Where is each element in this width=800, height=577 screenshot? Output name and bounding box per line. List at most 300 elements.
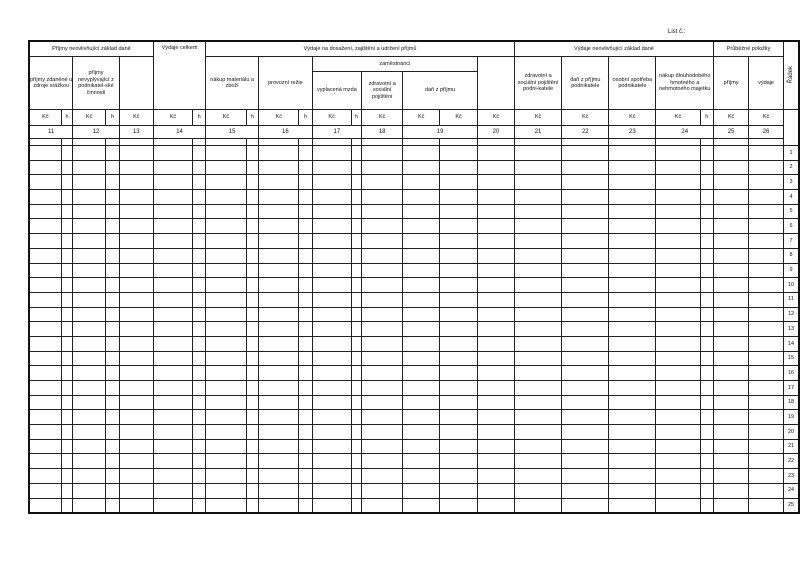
entry-cell[interactable] bbox=[312, 248, 351, 263]
entry-cell[interactable] bbox=[514, 248, 561, 263]
entry-cell[interactable] bbox=[206, 175, 246, 190]
entry-cell[interactable] bbox=[403, 175, 440, 190]
entry-cell[interactable] bbox=[700, 395, 714, 410]
entry-cell[interactable] bbox=[562, 234, 609, 249]
entry-cell[interactable] bbox=[609, 175, 656, 190]
entry-cell[interactable] bbox=[609, 190, 656, 205]
entry-cell[interactable] bbox=[440, 307, 478, 322]
entry-cell[interactable] bbox=[206, 219, 246, 234]
entry-cell[interactable] bbox=[656, 322, 700, 337]
entry-cell[interactable] bbox=[477, 190, 514, 205]
entry-cell[interactable] bbox=[562, 366, 609, 381]
entry-cell[interactable] bbox=[119, 483, 153, 498]
entry-cell[interactable] bbox=[440, 498, 478, 513]
entry-cell[interactable] bbox=[440, 160, 478, 175]
entry-cell[interactable] bbox=[749, 219, 784, 234]
entry-cell[interactable] bbox=[193, 336, 206, 351]
entry-cell[interactable] bbox=[656, 160, 700, 175]
entry-cell[interactable] bbox=[61, 483, 72, 498]
entry-cell[interactable] bbox=[609, 234, 656, 249]
entry-cell[interactable] bbox=[440, 292, 478, 307]
entry-cell[interactable] bbox=[714, 278, 749, 293]
entry-cell[interactable] bbox=[312, 292, 351, 307]
entry-cell[interactable] bbox=[351, 219, 362, 234]
entry-cell[interactable] bbox=[477, 234, 514, 249]
entry-cell[interactable] bbox=[440, 395, 478, 410]
entry-cell[interactable] bbox=[246, 322, 258, 337]
entry-cell[interactable] bbox=[259, 425, 299, 440]
entry-cell[interactable] bbox=[259, 263, 299, 278]
entry-cell[interactable] bbox=[609, 336, 656, 351]
entry-cell[interactable] bbox=[514, 439, 561, 454]
entry-cell[interactable] bbox=[246, 248, 258, 263]
entry-cell[interactable] bbox=[299, 395, 312, 410]
entry-cell[interactable] bbox=[700, 146, 714, 161]
entry-cell[interactable] bbox=[562, 248, 609, 263]
entry-cell[interactable] bbox=[749, 366, 784, 381]
entry-cell[interactable] bbox=[206, 454, 246, 469]
entry-cell[interactable] bbox=[153, 322, 192, 337]
entry-cell[interactable] bbox=[299, 263, 312, 278]
entry-cell[interactable] bbox=[61, 469, 72, 484]
entry-cell[interactable] bbox=[562, 469, 609, 484]
entry-cell[interactable] bbox=[119, 351, 153, 366]
entry-cell[interactable] bbox=[477, 469, 514, 484]
entry-cell[interactable] bbox=[73, 248, 106, 263]
entry-cell[interactable] bbox=[312, 366, 351, 381]
entry-cell[interactable] bbox=[609, 483, 656, 498]
entry-cell[interactable] bbox=[73, 263, 106, 278]
entry-cell[interactable] bbox=[206, 322, 246, 337]
entry-cell[interactable] bbox=[609, 498, 656, 513]
entry-cell[interactable] bbox=[609, 454, 656, 469]
entry-cell[interactable] bbox=[362, 498, 403, 513]
entry-cell[interactable] bbox=[403, 263, 440, 278]
entry-cell[interactable] bbox=[119, 234, 153, 249]
entry-cell[interactable] bbox=[700, 175, 714, 190]
entry-cell[interactable] bbox=[312, 395, 351, 410]
entry-cell[interactable] bbox=[299, 160, 312, 175]
entry-cell[interactable] bbox=[656, 395, 700, 410]
entry-cell[interactable] bbox=[477, 204, 514, 219]
entry-cell[interactable] bbox=[362, 439, 403, 454]
entry-cell[interactable] bbox=[119, 439, 153, 454]
entry-cell[interactable] bbox=[440, 425, 478, 440]
entry-cell[interactable] bbox=[29, 410, 61, 425]
entry-cell[interactable] bbox=[246, 410, 258, 425]
entry-cell[interactable] bbox=[259, 498, 299, 513]
entry-cell[interactable] bbox=[477, 410, 514, 425]
entry-cell[interactable] bbox=[362, 146, 403, 161]
entry-cell[interactable] bbox=[61, 248, 72, 263]
entry-cell[interactable] bbox=[153, 190, 192, 205]
entry-cell[interactable] bbox=[193, 454, 206, 469]
entry-cell[interactable] bbox=[106, 146, 120, 161]
entry-cell[interactable] bbox=[700, 219, 714, 234]
entry-cell[interactable] bbox=[351, 160, 362, 175]
entry-cell[interactable] bbox=[362, 336, 403, 351]
entry-cell[interactable] bbox=[312, 146, 351, 161]
entry-cell[interactable] bbox=[562, 292, 609, 307]
entry-cell[interactable] bbox=[700, 204, 714, 219]
entry-cell[interactable] bbox=[153, 381, 192, 396]
entry-cell[interactable] bbox=[246, 425, 258, 440]
entry-cell[interactable] bbox=[700, 425, 714, 440]
entry-cell[interactable] bbox=[61, 336, 72, 351]
entry-cell[interactable] bbox=[61, 395, 72, 410]
entry-cell[interactable] bbox=[29, 292, 61, 307]
entry-cell[interactable] bbox=[153, 439, 192, 454]
entry-cell[interactable] bbox=[29, 175, 61, 190]
entry-cell[interactable] bbox=[749, 292, 784, 307]
entry-cell[interactable] bbox=[514, 483, 561, 498]
entry-cell[interactable] bbox=[61, 204, 72, 219]
entry-cell[interactable] bbox=[514, 204, 561, 219]
entry-cell[interactable] bbox=[312, 175, 351, 190]
entry-cell[interactable] bbox=[656, 263, 700, 278]
entry-cell[interactable] bbox=[29, 483, 61, 498]
entry-cell[interactable] bbox=[193, 307, 206, 322]
entry-cell[interactable] bbox=[562, 483, 609, 498]
entry-cell[interactable] bbox=[246, 483, 258, 498]
entry-cell[interactable] bbox=[312, 190, 351, 205]
entry-cell[interactable] bbox=[749, 204, 784, 219]
entry-cell[interactable] bbox=[562, 219, 609, 234]
entry-cell[interactable] bbox=[246, 366, 258, 381]
entry-cell[interactable] bbox=[700, 160, 714, 175]
entry-cell[interactable] bbox=[119, 248, 153, 263]
entry-cell[interactable] bbox=[403, 469, 440, 484]
entry-cell[interactable] bbox=[362, 234, 403, 249]
entry-cell[interactable] bbox=[656, 204, 700, 219]
entry-cell[interactable] bbox=[29, 336, 61, 351]
entry-cell[interactable] bbox=[299, 439, 312, 454]
entry-cell[interactable] bbox=[656, 469, 700, 484]
entry-cell[interactable] bbox=[206, 336, 246, 351]
entry-cell[interactable] bbox=[29, 278, 61, 293]
entry-cell[interactable] bbox=[477, 498, 514, 513]
entry-cell[interactable] bbox=[73, 469, 106, 484]
entry-cell[interactable] bbox=[656, 366, 700, 381]
entry-cell[interactable] bbox=[351, 469, 362, 484]
entry-cell[interactable] bbox=[362, 292, 403, 307]
entry-cell[interactable] bbox=[299, 292, 312, 307]
entry-cell[interactable] bbox=[106, 292, 120, 307]
entry-cell[interactable] bbox=[73, 307, 106, 322]
entry-cell[interactable] bbox=[562, 204, 609, 219]
entry-cell[interactable] bbox=[714, 263, 749, 278]
entry-cell[interactable] bbox=[609, 425, 656, 440]
entry-cell[interactable] bbox=[403, 204, 440, 219]
entry-cell[interactable] bbox=[403, 160, 440, 175]
entry-cell[interactable] bbox=[119, 278, 153, 293]
entry-cell[interactable] bbox=[193, 410, 206, 425]
entry-cell[interactable] bbox=[477, 336, 514, 351]
entry-cell[interactable] bbox=[749, 146, 784, 161]
entry-cell[interactable] bbox=[656, 307, 700, 322]
entry-cell[interactable] bbox=[351, 175, 362, 190]
entry-cell[interactable] bbox=[119, 425, 153, 440]
entry-cell[interactable] bbox=[312, 263, 351, 278]
entry-cell[interactable] bbox=[609, 160, 656, 175]
entry-cell[interactable] bbox=[609, 322, 656, 337]
entry-cell[interactable] bbox=[193, 322, 206, 337]
entry-cell[interactable] bbox=[656, 351, 700, 366]
entry-cell[interactable] bbox=[714, 292, 749, 307]
entry-cell[interactable] bbox=[193, 146, 206, 161]
entry-cell[interactable] bbox=[193, 190, 206, 205]
entry-cell[interactable] bbox=[440, 146, 478, 161]
entry-cell[interactable] bbox=[362, 219, 403, 234]
entry-cell[interactable] bbox=[351, 307, 362, 322]
entry-cell[interactable] bbox=[153, 351, 192, 366]
entry-cell[interactable] bbox=[562, 410, 609, 425]
entry-cell[interactable] bbox=[477, 146, 514, 161]
entry-cell[interactable] bbox=[29, 322, 61, 337]
entry-cell[interactable] bbox=[259, 234, 299, 249]
entry-cell[interactable] bbox=[153, 498, 192, 513]
entry-cell[interactable] bbox=[106, 307, 120, 322]
entry-cell[interactable] bbox=[246, 146, 258, 161]
entry-cell[interactable] bbox=[714, 204, 749, 219]
entry-cell[interactable] bbox=[106, 219, 120, 234]
entry-cell[interactable] bbox=[362, 469, 403, 484]
entry-cell[interactable] bbox=[609, 439, 656, 454]
entry-cell[interactable] bbox=[440, 469, 478, 484]
entry-cell[interactable] bbox=[29, 219, 61, 234]
entry-cell[interactable] bbox=[206, 190, 246, 205]
entry-cell[interactable] bbox=[700, 190, 714, 205]
entry-cell[interactable] bbox=[29, 307, 61, 322]
entry-cell[interactable] bbox=[193, 234, 206, 249]
entry-cell[interactable] bbox=[700, 366, 714, 381]
entry-cell[interactable] bbox=[61, 219, 72, 234]
entry-cell[interactable] bbox=[362, 454, 403, 469]
entry-cell[interactable] bbox=[73, 190, 106, 205]
entry-cell[interactable] bbox=[299, 219, 312, 234]
entry-cell[interactable] bbox=[119, 454, 153, 469]
entry-cell[interactable] bbox=[259, 292, 299, 307]
entry-cell[interactable] bbox=[299, 190, 312, 205]
entry-cell[interactable] bbox=[259, 381, 299, 396]
entry-cell[interactable] bbox=[106, 175, 120, 190]
entry-cell[interactable] bbox=[749, 175, 784, 190]
entry-cell[interactable] bbox=[403, 439, 440, 454]
entry-cell[interactable] bbox=[106, 234, 120, 249]
entry-cell[interactable] bbox=[299, 498, 312, 513]
entry-cell[interactable] bbox=[403, 395, 440, 410]
entry-cell[interactable] bbox=[73, 439, 106, 454]
entry-cell[interactable] bbox=[259, 190, 299, 205]
entry-cell[interactable] bbox=[246, 307, 258, 322]
entry-cell[interactable] bbox=[477, 219, 514, 234]
entry-cell[interactable] bbox=[73, 234, 106, 249]
entry-cell[interactable] bbox=[749, 469, 784, 484]
entry-cell[interactable] bbox=[206, 395, 246, 410]
entry-cell[interactable] bbox=[106, 439, 120, 454]
entry-cell[interactable] bbox=[299, 175, 312, 190]
entry-cell[interactable] bbox=[119, 160, 153, 175]
entry-cell[interactable] bbox=[299, 483, 312, 498]
entry-cell[interactable] bbox=[259, 336, 299, 351]
entry-cell[interactable] bbox=[29, 248, 61, 263]
entry-cell[interactable] bbox=[246, 439, 258, 454]
entry-cell[interactable] bbox=[477, 366, 514, 381]
entry-cell[interactable] bbox=[440, 263, 478, 278]
entry-cell[interactable] bbox=[656, 248, 700, 263]
entry-cell[interactable] bbox=[153, 292, 192, 307]
entry-cell[interactable] bbox=[206, 292, 246, 307]
entry-cell[interactable] bbox=[749, 439, 784, 454]
entry-cell[interactable] bbox=[403, 322, 440, 337]
entry-cell[interactable] bbox=[153, 175, 192, 190]
entry-cell[interactable] bbox=[259, 204, 299, 219]
entry-cell[interactable] bbox=[656, 175, 700, 190]
entry-cell[interactable] bbox=[312, 483, 351, 498]
entry-cell[interactable] bbox=[61, 307, 72, 322]
entry-cell[interactable] bbox=[562, 454, 609, 469]
entry-cell[interactable] bbox=[106, 410, 120, 425]
entry-cell[interactable] bbox=[749, 190, 784, 205]
entry-cell[interactable] bbox=[312, 322, 351, 337]
entry-cell[interactable] bbox=[609, 469, 656, 484]
entry-cell[interactable] bbox=[362, 425, 403, 440]
entry-cell[interactable] bbox=[749, 381, 784, 396]
entry-cell[interactable] bbox=[61, 381, 72, 396]
entry-cell[interactable] bbox=[362, 204, 403, 219]
entry-cell[interactable] bbox=[351, 263, 362, 278]
entry-cell[interactable] bbox=[153, 219, 192, 234]
entry-cell[interactable] bbox=[514, 234, 561, 249]
entry-cell[interactable] bbox=[440, 483, 478, 498]
entry-cell[interactable] bbox=[29, 234, 61, 249]
entry-cell[interactable] bbox=[562, 278, 609, 293]
entry-cell[interactable] bbox=[700, 263, 714, 278]
entry-cell[interactable] bbox=[153, 204, 192, 219]
entry-cell[interactable] bbox=[477, 454, 514, 469]
entry-cell[interactable] bbox=[73, 292, 106, 307]
entry-cell[interactable] bbox=[29, 469, 61, 484]
entry-cell[interactable] bbox=[351, 351, 362, 366]
entry-cell[interactable] bbox=[119, 292, 153, 307]
entry-cell[interactable] bbox=[246, 395, 258, 410]
entry-cell[interactable] bbox=[700, 336, 714, 351]
entry-cell[interactable] bbox=[714, 307, 749, 322]
entry-cell[interactable] bbox=[351, 278, 362, 293]
entry-cell[interactable] bbox=[153, 469, 192, 484]
entry-cell[interactable] bbox=[403, 425, 440, 440]
entry-cell[interactable] bbox=[73, 146, 106, 161]
entry-cell[interactable] bbox=[656, 410, 700, 425]
entry-cell[interactable] bbox=[562, 322, 609, 337]
entry-cell[interactable] bbox=[403, 381, 440, 396]
entry-cell[interactable] bbox=[259, 175, 299, 190]
entry-cell[interactable] bbox=[362, 175, 403, 190]
entry-cell[interactable] bbox=[299, 336, 312, 351]
entry-cell[interactable] bbox=[299, 425, 312, 440]
entry-cell[interactable] bbox=[106, 263, 120, 278]
entry-cell[interactable] bbox=[29, 439, 61, 454]
entry-cell[interactable] bbox=[153, 454, 192, 469]
entry-cell[interactable] bbox=[656, 381, 700, 396]
entry-cell[interactable] bbox=[119, 307, 153, 322]
entry-cell[interactable] bbox=[440, 381, 478, 396]
entry-cell[interactable] bbox=[351, 410, 362, 425]
entry-cell[interactable] bbox=[749, 454, 784, 469]
entry-cell[interactable] bbox=[246, 469, 258, 484]
entry-cell[interactable] bbox=[106, 395, 120, 410]
entry-cell[interactable] bbox=[193, 219, 206, 234]
entry-cell[interactable] bbox=[403, 292, 440, 307]
entry-cell[interactable] bbox=[477, 322, 514, 337]
entry-cell[interactable] bbox=[73, 483, 106, 498]
entry-cell[interactable] bbox=[206, 425, 246, 440]
entry-cell[interactable] bbox=[61, 439, 72, 454]
entry-cell[interactable] bbox=[106, 322, 120, 337]
entry-cell[interactable] bbox=[106, 469, 120, 484]
entry-cell[interactable] bbox=[193, 439, 206, 454]
entry-cell[interactable] bbox=[749, 410, 784, 425]
entry-cell[interactable] bbox=[714, 336, 749, 351]
entry-cell[interactable] bbox=[362, 351, 403, 366]
entry-cell[interactable] bbox=[299, 234, 312, 249]
entry-cell[interactable] bbox=[440, 322, 478, 337]
entry-cell[interactable] bbox=[73, 351, 106, 366]
entry-cell[interactable] bbox=[440, 454, 478, 469]
entry-cell[interactable] bbox=[749, 234, 784, 249]
entry-cell[interactable] bbox=[477, 248, 514, 263]
entry-cell[interactable] bbox=[609, 278, 656, 293]
entry-cell[interactable] bbox=[312, 469, 351, 484]
entry-cell[interactable] bbox=[61, 146, 72, 161]
entry-cell[interactable] bbox=[656, 483, 700, 498]
entry-cell[interactable] bbox=[440, 410, 478, 425]
entry-cell[interactable] bbox=[61, 278, 72, 293]
entry-cell[interactable] bbox=[749, 351, 784, 366]
entry-cell[interactable] bbox=[73, 219, 106, 234]
entry-cell[interactable] bbox=[403, 366, 440, 381]
entry-cell[interactable] bbox=[351, 336, 362, 351]
entry-cell[interactable] bbox=[562, 498, 609, 513]
entry-cell[interactable] bbox=[246, 351, 258, 366]
entry-cell[interactable] bbox=[440, 278, 478, 293]
entry-cell[interactable] bbox=[749, 263, 784, 278]
entry-cell[interactable] bbox=[246, 278, 258, 293]
entry-cell[interactable] bbox=[403, 307, 440, 322]
entry-cell[interactable] bbox=[700, 234, 714, 249]
entry-cell[interactable] bbox=[362, 483, 403, 498]
entry-cell[interactable] bbox=[29, 425, 61, 440]
entry-cell[interactable] bbox=[106, 204, 120, 219]
entry-cell[interactable] bbox=[312, 219, 351, 234]
entry-cell[interactable] bbox=[73, 381, 106, 396]
entry-cell[interactable] bbox=[362, 160, 403, 175]
entry-cell[interactable] bbox=[73, 204, 106, 219]
entry-cell[interactable] bbox=[153, 160, 192, 175]
entry-cell[interactable] bbox=[312, 278, 351, 293]
entry-cell[interactable] bbox=[514, 454, 561, 469]
entry-cell[interactable] bbox=[206, 469, 246, 484]
entry-cell[interactable] bbox=[299, 278, 312, 293]
entry-cell[interactable] bbox=[259, 395, 299, 410]
entry-cell[interactable] bbox=[299, 322, 312, 337]
entry-cell[interactable] bbox=[106, 425, 120, 440]
entry-cell[interactable] bbox=[73, 454, 106, 469]
entry-cell[interactable] bbox=[153, 248, 192, 263]
entry-cell[interactable] bbox=[403, 278, 440, 293]
entry-cell[interactable] bbox=[351, 204, 362, 219]
entry-cell[interactable] bbox=[562, 425, 609, 440]
